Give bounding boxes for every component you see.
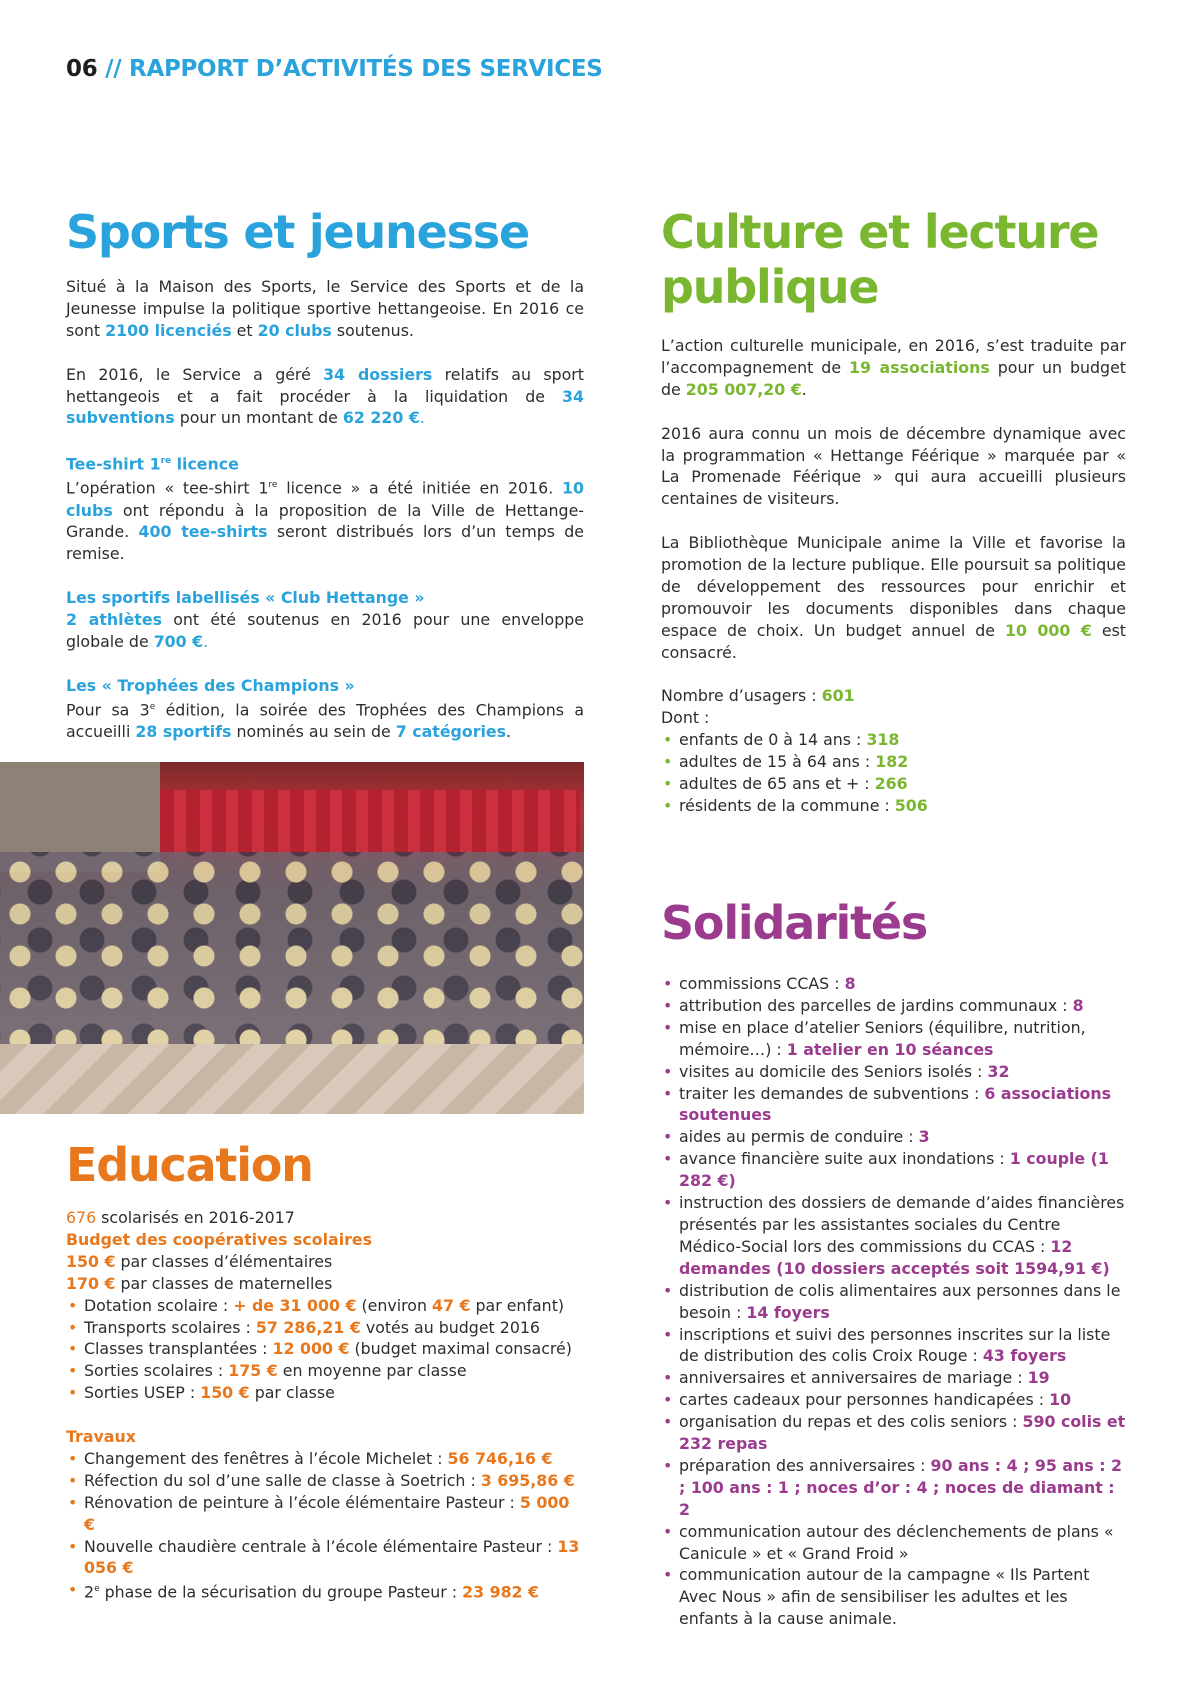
text: nominés au sein de [231, 721, 396, 741]
text: e [149, 701, 156, 712]
section-solidarites [661, 896, 1126, 1630]
highlight: 590 colis et 232 repas [679, 1412, 1126, 1454]
highlight: 1 atelier en 10 séances [786, 1039, 994, 1059]
highlight: 150 € [66, 1251, 116, 1271]
text: traiter les demandes de subventions : [679, 1083, 985, 1103]
education-travaux-last [66, 1579, 584, 1603]
page-number: 06 [66, 56, 98, 82]
education-budget-list [66, 1295, 584, 1405]
education-scolarises [66, 1207, 584, 1229]
text: Nouvelle chaudière centrale à l’école élémentaire Pasteur : [84, 1536, 558, 1556]
highlight: 23 982 € [462, 1582, 540, 1602]
solidarites-list [661, 973, 1126, 1630]
text: avance financière suite aux inondations : [679, 1149, 1010, 1169]
text: distribution de colis alimentaires aux personnes dans le besoin : [679, 1280, 1121, 1322]
bullet-icon: • [68, 1295, 78, 1315]
text: organisation du repas et des colis seniors : [679, 1412, 1023, 1432]
bullet-icon: • [68, 1383, 78, 1403]
highlight: 47 € [431, 1295, 471, 1315]
text: anniversaires et anniversaires de mariage : [679, 1368, 1028, 1388]
text: re [160, 456, 172, 467]
highlight: 8 [844, 974, 856, 993]
bullet-icon: • [68, 1470, 78, 1490]
text: licence » a été initiée en 2016. [277, 478, 562, 498]
text: instruction des dossiers de demande d’aides financières présentés par les assistantes sociales du Centre Médico-Social lors des commissions du CCAS : [679, 1193, 1125, 1256]
text: scolarisés en 2016-2017 [96, 1208, 295, 1227]
list-item [66, 1295, 584, 1317]
bullet-icon: • [663, 1324, 673, 1344]
list-item [66, 1536, 584, 1580]
list-item [66, 1338, 584, 1360]
sports-trophees [66, 697, 584, 743]
bullet-icon: • [663, 795, 673, 815]
bullet-icon: • [663, 774, 673, 794]
text: (budget maximal consacré) [349, 1339, 572, 1359]
list-item [661, 1148, 1126, 1192]
text: communication autour des déclenchements de plans « Canicule » et « Grand Froid » [679, 1521, 1114, 1563]
highlight: 20 clubs [257, 320, 332, 340]
bullet-icon: • [663, 1083, 673, 1103]
highlight: 182 [875, 752, 909, 772]
highlight: 8 [1072, 995, 1084, 1015]
photo-crowd [0, 852, 584, 1052]
text: adultes de 15 à 64 ans : [679, 752, 876, 772]
highlight: 14 foyers [746, 1302, 830, 1322]
section-education [66, 1138, 584, 1604]
text: e [94, 1584, 100, 1595]
text: L’opération « tee-shirt 1 [66, 478, 269, 498]
text: attribution des parcelles de jardins communaux : [679, 995, 1073, 1015]
list-item [661, 1192, 1126, 1280]
highlight: 19 associations [849, 357, 990, 377]
text: Classes transplantées : [84, 1339, 273, 1359]
sports-labellises [66, 609, 584, 653]
text: . [801, 379, 807, 399]
list-item [661, 1324, 1126, 1368]
bullet-icon: • [68, 1361, 78, 1381]
subheading-teeshirt [66, 451, 584, 475]
list-item [66, 1317, 584, 1339]
highlight: 2100 licenciés [105, 320, 232, 340]
highlight: 6 associations soutenues [679, 1083, 1112, 1125]
highlight: 5 000 € [84, 1492, 570, 1534]
highlight: 12 demandes (10 dossiers acceptés soit 1594,91 €) [679, 1236, 1110, 1278]
text: visites au domicile des Seniors isolés : [679, 1061, 988, 1081]
bullet-icon: • [663, 1193, 673, 1213]
text: édition, la soirée des Trophées des Champions a accueilli [66, 699, 585, 741]
text: Sorties scolaires : [84, 1361, 229, 1381]
text: pour un montant de [174, 408, 343, 428]
text: Dotation scolaire : [84, 1295, 234, 1315]
subheading-trophees: Les « Trophées des Champions » [66, 675, 355, 695]
list-item [661, 1061, 1126, 1083]
highlight: 150 € [200, 1383, 250, 1403]
highlight: 2 athlètes [66, 610, 162, 630]
section-heading-culture [661, 205, 1126, 315]
highlight: 175 € [228, 1361, 278, 1381]
text: ont été soutenus en 2016 pour une enveloppe globale de [66, 610, 584, 651]
highlight: 90 ans : 4 ; 95 ans : 2 ; 100 ans : 1 ; noces d’or : 4 ; noces de diamant : 2 [679, 1455, 1122, 1519]
culture-p1 [661, 335, 1126, 401]
text: par classes d’élémentaires [115, 1251, 333, 1271]
page-header [66, 56, 603, 82]
text: (environ [356, 1295, 432, 1315]
text: Changement des fenêtres à l’école Michelet : [84, 1448, 448, 1468]
list-item [66, 1579, 584, 1603]
bullet-icon: • [663, 1521, 673, 1541]
list-item [661, 1389, 1126, 1411]
bullet-icon: • [663, 1280, 673, 1300]
text: votés au budget 2016 [360, 1317, 540, 1337]
text: En 2016, le Service a géré [66, 364, 324, 384]
text: pour un budget de [661, 357, 1126, 399]
text: adultes de 65 ans et + : [679, 774, 875, 794]
list-item [661, 729, 1126, 751]
text: en moyenne par classe [277, 1361, 467, 1381]
bullet-icon: • [68, 1448, 78, 1468]
highlight: 13 056 € [84, 1536, 580, 1578]
highlight: 1 couple (1 282 €) [679, 1149, 1109, 1191]
highlight: 34 subventions [66, 386, 584, 428]
highlight: 12 000 € [272, 1339, 350, 1359]
text: Rénovation de peinture à l’école élémentaire Pasteur : [84, 1492, 520, 1512]
bullet-icon: • [663, 1149, 673, 1169]
text: re [268, 480, 278, 491]
highlight: 7 catégories [395, 721, 507, 741]
culture-p3 [661, 532, 1126, 663]
text: . [506, 721, 512, 741]
list-item [66, 1448, 584, 1470]
text: commissions CCAS : [679, 974, 845, 993]
text: 2 [84, 1582, 95, 1602]
bullet-icon: • [663, 1368, 673, 1388]
text: relatifs au sport hettangeois et a fait procéder à la liquidation de [66, 364, 584, 406]
highlight: 3 [918, 1127, 930, 1147]
text: par enfant) [470, 1295, 565, 1315]
highlight: 400 tee-shirts [138, 522, 268, 542]
list-item [661, 1411, 1126, 1455]
text: Nombre d’usagers : [661, 686, 822, 706]
text: licence [171, 454, 239, 474]
list-item [66, 1492, 584, 1536]
list-item [661, 1083, 1126, 1127]
text: aides au permis de conduire : [679, 1127, 919, 1147]
text: par classes de maternelles [115, 1273, 333, 1293]
bullet-icon: • [663, 1412, 673, 1432]
text: . [419, 408, 425, 428]
bullet-icon: • [663, 1017, 673, 1037]
highlight: 10 clubs [66, 478, 584, 520]
coop-line-2 [66, 1273, 584, 1295]
photo-curtain [160, 790, 580, 860]
highlight: 3 695,86 € [480, 1470, 575, 1490]
section-culture [661, 205, 1126, 817]
heading-line: Culture et lecture [661, 205, 1099, 259]
text: Pour sa 3 [66, 699, 150, 719]
bullet-icon: • [68, 1339, 78, 1359]
text: L’action culturelle municipale, en 2016, s’est traduite par l’accompagnement de [661, 336, 1126, 377]
highlight: 266 [874, 774, 908, 794]
list-item [661, 1017, 1126, 1061]
list-item [661, 1126, 1126, 1148]
list-item [661, 973, 1126, 995]
subheading-labellises: Les sportifs labellisés « Club Hettange » [66, 588, 425, 608]
highlight: 205 007,20 € [685, 379, 802, 399]
list-item [66, 1360, 584, 1382]
bullet-icon: • [68, 1492, 78, 1512]
sports-dossiers [66, 364, 584, 430]
text: mise en place d’atelier Seniors (équilibre, nutrition, mémoire…) : [679, 1017, 1086, 1059]
list-item [661, 773, 1126, 795]
bullet-icon: • [68, 1580, 78, 1600]
highlight: 601 [821, 686, 855, 706]
highlight: 10 000 € [1004, 620, 1092, 640]
bullet-icon: • [663, 1390, 673, 1410]
text: par classe [249, 1383, 335, 1403]
text: enfants de 0 à 14 ans : [679, 730, 867, 750]
page-header-title: // RAPPORT D’ACTIVITÉS DES SERVICES [97, 56, 603, 82]
list-item [661, 995, 1126, 1017]
text: phase de la sécurisation du groupe Pasteur : [99, 1582, 463, 1602]
text: et [231, 320, 258, 340]
bullet-icon: • [663, 730, 673, 750]
highlight: 10 [1049, 1390, 1072, 1410]
section-heading-sports: Sports et jeunesse [66, 205, 529, 259]
text: résidents de la commune : [679, 795, 895, 815]
text: soutenus. [331, 320, 414, 340]
list-item [66, 1470, 584, 1492]
bullet-icon: • [663, 1565, 673, 1585]
group-photo [0, 762, 584, 1114]
culture-dont: Dont : [661, 708, 710, 728]
section-heading-education: Education [66, 1138, 313, 1192]
bullet-icon: • [663, 1061, 673, 1081]
highlight: 676 [66, 1208, 97, 1227]
photo-floor [0, 1044, 584, 1114]
education-travaux-list [66, 1448, 584, 1579]
subheading-coop: Budget des coopératives scolaires [66, 1229, 373, 1249]
text: Situé à la Maison des Sports, le Service des Sports et de la Jeunesse impulse la politique sportive hettangeoise. En 2016 ce sont [66, 277, 584, 340]
highlight: 170 € [66, 1273, 116, 1293]
bullet-icon: • [663, 1127, 673, 1147]
text: ont répondu à la proposition de la Ville de Hettange-Grande. [66, 500, 584, 542]
list-item [661, 751, 1126, 773]
text: Réfection du sol d’une salle de classe à Soetrich : [84, 1470, 481, 1490]
list-item [661, 1521, 1126, 1565]
subheading-travaux: Travaux [66, 1427, 136, 1447]
bullet-icon: • [68, 1536, 78, 1556]
highlight: 700 € [153, 631, 204, 651]
highlight: 56 746,16 € [447, 1448, 553, 1468]
text: inscriptions et suivi des personnes inscrites sur la liste de distribution des colis Croix Rouge : [679, 1324, 1111, 1366]
bullet-icon: • [663, 1455, 673, 1475]
list-item [661, 1367, 1126, 1389]
highlight: 32 [987, 1061, 1010, 1081]
list-item [661, 1564, 1126, 1630]
text: cartes cadeaux pour personnes handicapées : [679, 1390, 1050, 1410]
sports-teeshirt [66, 475, 584, 565]
list-item [66, 1382, 584, 1404]
text: est consacré. [661, 620, 1127, 662]
list-item [661, 1280, 1126, 1324]
section-sports [66, 205, 584, 743]
highlight: 34 dossiers [323, 364, 433, 384]
culture-usagers-list [661, 729, 1126, 817]
highlight: 57 286,21 € [255, 1317, 361, 1337]
highlight: 28 sportifs [135, 721, 232, 741]
bullet-icon: • [663, 974, 673, 993]
text: Tee-shirt 1 [66, 454, 161, 474]
list-item [661, 795, 1126, 817]
culture-p2: 2016 aura connu un mois de décembre dynamique avec la programmation « Hettange Féérique » marquée par « La Promenade Féérique » qui aura accueilli plusieurs centaines de visiteurs. [661, 423, 1126, 509]
list-item [661, 1455, 1126, 1521]
culture-usagers [661, 685, 1126, 707]
text: communication autour de la campagne « Ils Partent Avec Nous » afin de sensibiliser les adultes et les enfants à la cause animale. [679, 1565, 1090, 1629]
highlight: 19 [1027, 1368, 1050, 1388]
text: . [203, 631, 209, 651]
section-heading-solidarites: Solidarités [661, 896, 928, 950]
highlight: + de 31 000 € [233, 1295, 357, 1315]
coop-line-1 [66, 1251, 584, 1273]
highlight: 43 foyers [982, 1346, 1067, 1366]
text: seront distribués lors d’un temps de remise. [66, 522, 584, 564]
highlight: 62 220 € [342, 408, 420, 428]
sports-intro [66, 276, 584, 342]
text: La Bibliothèque Municipale anime la Ville et favorise la promotion de la lecture publique. Elle poursuit sa politique de développement des ressources pour enrichir et promouvoir les documents disponibles dans chaque espace de choix. Un budget annuel de [661, 533, 1126, 640]
bullet-icon: • [663, 752, 673, 772]
text: préparation des anniversaires : [679, 1455, 931, 1475]
text: Transports scolaires : [84, 1317, 256, 1337]
text: Sorties USEP : [84, 1383, 201, 1403]
bullet-icon: • [68, 1317, 78, 1337]
heading-line: publique [661, 260, 879, 314]
highlight: 506 [894, 795, 928, 815]
highlight: 318 [866, 730, 900, 750]
bullet-icon: • [663, 995, 673, 1015]
